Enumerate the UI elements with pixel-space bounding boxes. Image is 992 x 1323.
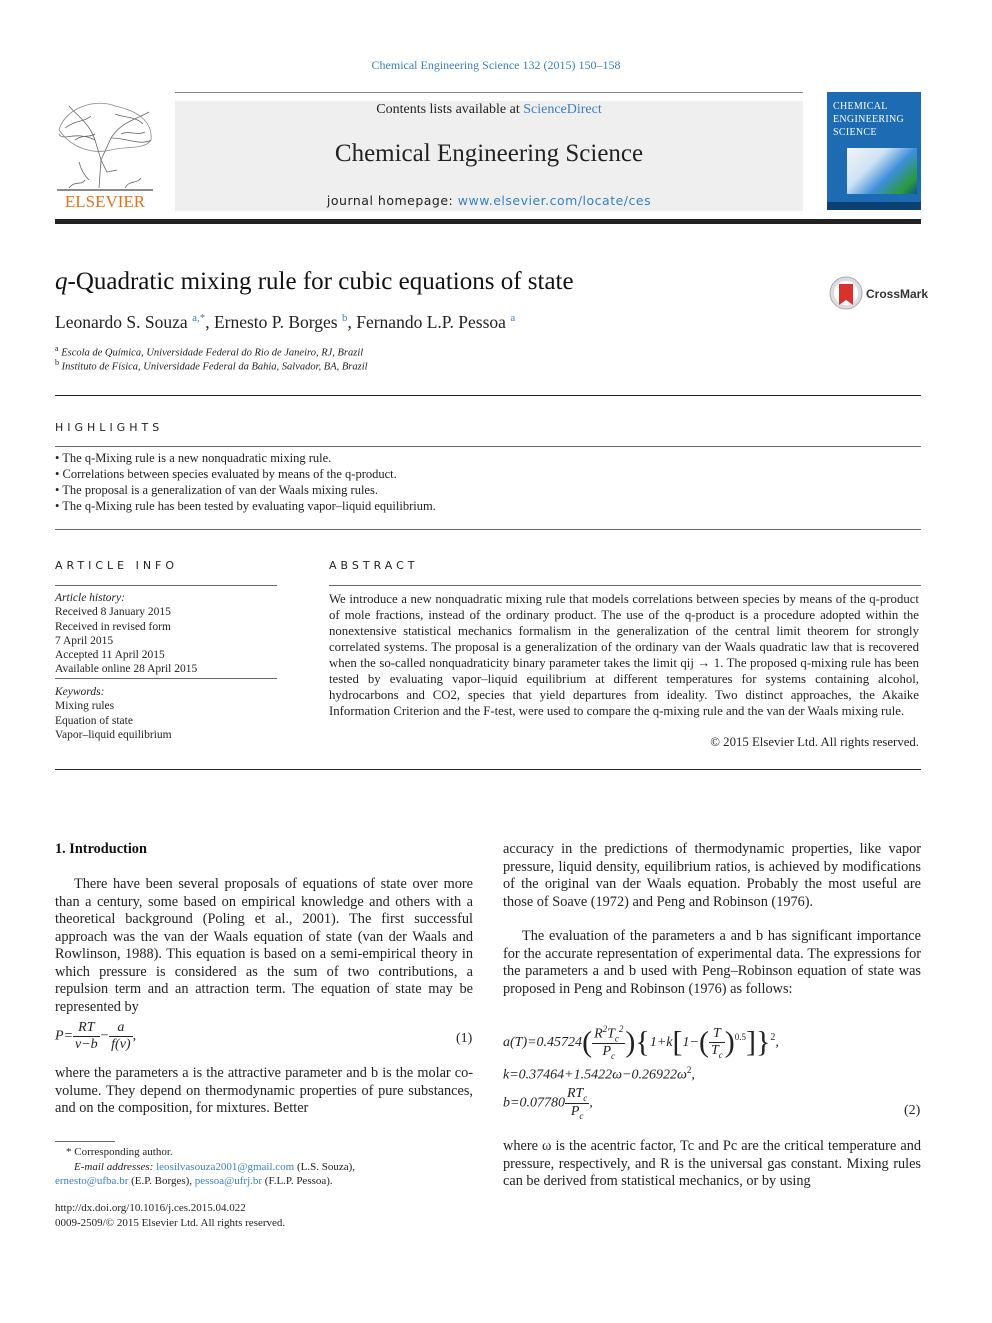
highlights-heading: HIGHLIGHTS [55,421,164,434]
highlight-item: • The proposal is a generalization of van der Waals mixing rules. [55,483,378,497]
journal-citation[interactable]: Chemical Engineering Science 132 (2015) 150–158 [371,58,621,72]
corresponding-author-note: * Corresponding author. [66,1146,173,1158]
doi-link[interactable]: http://dx.doi.org/10.1016/j.ces.2015.04.022 [55,1202,246,1214]
keywords-label: Keywords: [55,686,105,698]
cover-footer-band [827,202,921,210]
highlights-rule [55,446,921,447]
article-info-rule [55,585,277,586]
article-info-rule [55,678,277,679]
body-paragraph: The evaluation of the parameters a and b has significant importance for the accurate representation of experimental data. The expressions for the parameters a and b used with Peng–Robinson equation of state was proposed in Peng and Robinson (1976) as follows: [503,928,921,997]
title-variable: q [55,268,68,295]
sciencedirect-link[interactable]: ScienceDirect [523,102,602,117]
keyword: Mixing rules [55,700,115,713]
email-link[interactable]: ernesto@ufba.br [55,1175,129,1187]
history-entry: Received 8 January 2015 [55,606,171,619]
highlight-item: • The q-Mixing rule has been tested by evaluating vapor–liquid equilibrium. [55,499,436,513]
author-name[interactable]: Fernando L.P. Pessoa [356,312,506,332]
author-affil-mark[interactable]: a,* [192,312,206,325]
journal-cover[interactable] [827,92,921,210]
journal-title: Chemical Engineering Science [334,140,644,167]
homepage-prefix: journal homepage: [326,193,458,208]
author-name[interactable]: Ernesto P. Borges [213,312,338,332]
body-paragraph: where the parameters a is the attractive parameter and b is the molar co-volume. They depend on thermodynamic properties of pure substances, and on the composition, for mixtures. Better [55,1065,473,1116]
header-rule [175,92,803,93]
homepage-link[interactable]: www.elsevier.com/locate/ces [457,193,652,208]
email-line: E-mail addresses: leosilvasouza2001@gmail.com (L.S. Souza), [74,1161,356,1173]
author-affil-mark[interactable]: b [341,312,348,325]
equation-number: (2) [904,1103,921,1118]
affiliation: $^b$ Instituto de Física, Universidade Federal da Bahia, Salvador, BA, Brazil [55,358,368,373]
highlights-rule [55,529,921,530]
header-thick-rule [55,219,921,224]
cover-title: CHEMICAL ENGINEERING SCIENCE [833,101,905,138]
abstract-heading: ABSTRACT [329,559,419,572]
affiliation: $^a$ Escola de Química, Universidade Federal do Rio de Janeiro, RJ, Brazil [55,344,364,359]
highlight-item: • Correlations between species evaluated by means of the q-product. [55,467,397,481]
homepage-line [175,193,803,208]
body-paragraph: accuracy in the predictions of thermodynamic properties, like vapor pressure, liquid density, equilibrium ratios, is achieved by modifications of the original van der Waals equation. Probably the most useful are those of Soave (1972) and Peng and Robinson (1976). [503,841,921,910]
keyword: Equation of state [55,714,133,727]
author-affil-mark[interactable]: a [510,312,516,325]
history-entry: Accepted 11 April 2015 [55,649,165,662]
email-link[interactable]: leosilvasouza2001@gmail.com [156,1161,295,1173]
crossmark-label: CrossMark [866,287,928,301]
article-info-heading: ARTICLE INFO [55,559,179,572]
history-entry: Received in revised form [55,620,171,633]
highlight-item: • The q-Mixing rule is a new nonquadratic mixing rule. [55,451,332,465]
abstract-text: We introduce a new nonquadratic mixing rule that models correlations between species by means of the q-product of mole fractions, instead of the ordinary product. The use of the q-product is a procedure adopted within the nonextensive statistical mechanics formalism in the generalization of the central limit theorem for strongly correlated systems. The proposal is a generalization of the ordinary van der Waals quadratic law that is recovered when the so-called nonquadraticity binary parameter takes the limit qij → 1. The proposed q-mixing rule has been tested by evaluating vapor–liquid equilibrium at different temperatures for systems containing alcohol, hydrocarbons and CO2, species that yield departures from ideality. Two distinct approaches, the Akaike Information Criterion and the F-test, were used to compare the q-mixing rule and the van der Waals mixing rule. [329,592,919,718]
elsevier-logo[interactable] [55,100,155,212]
history-entry: 7 April 2015 [55,634,114,647]
history-entry: Available online 28 April 2015 [55,663,198,676]
article-history [55,591,277,677]
history-label: Article history: [55,592,125,604]
cover-image [847,148,917,194]
elsevier-wordmark: ELSEVIER [64,192,146,211]
section-heading: 1. Introduction [55,841,147,857]
keyword: Vapor–liquid equilibrium [55,728,172,741]
article-title [55,268,574,296]
author-name[interactable]: Leonardo S. Souza [55,312,188,332]
contents-line [175,102,803,118]
author-list: Leonardo S. Souza $^{a,*}$, Ernesto P. Borges $^b$, Fernando L.P. Pessoa $^a$ [55,312,516,332]
email-line: ernesto@ufba.br (E.P. Borges), pessoa@ufrj.br (F.L.P. Pessoa). [55,1175,333,1187]
email-link[interactable]: pessoa@ufrj.br [194,1175,263,1187]
section-divider [55,395,921,396]
body-paragraph: There have been several proposals of equations of state over more than a century, some based on empirical knowledge and others with a theoretical background (Poling et al., 2001). The first successful approach was the van der Waals equation of state (van der Waals and Rowlinson, 1988). This equation is based on a semi-empirical theory in which pressure is considered as the sum of two contributions, a repulsion term and an attraction term. The equation of state may be represented by [55,876,473,1015]
keywords [55,685,277,742]
title-text: -Quadratic mixing rule for cubic equations of state [67,268,574,295]
equation-2: a(T)=0.45724( $\frac{R^2T_c^2}{P_c}$ ){1+k[1−( $\frac{T}{T_c}$ )$^{0.5}$]}$^2$, $k=0.37464+1.5422\omega-0.26922\omega^2$, b=0.07780 $\frac{RT_c}{P_c}$ , [503,1024,779,1121]
section-divider [55,769,921,770]
crossmark-button[interactable] [828,275,928,311]
body-paragraph: where ω is the acentric factor, Tc and Pc are the critical temperature and pressure, respectively, and R is the universal gas constant. Mixing rules can be derived from statistical mechanics, or by using [503,1138,921,1189]
equation-number: (1) [456,1031,473,1046]
contents-prefix: Contents lists available at [376,102,524,117]
issn-line: 0009-2509/© 2015 Elsevier Ltd. All rights reserved. [55,1217,286,1229]
footnote-rule [55,1141,115,1142]
abstract-copyright: © 2015 Elsevier Ltd. All rights reserved. [710,735,919,749]
equation-1: P= $\frac{RT}{v-b}$ − $\frac{a}{f(v)}$ , [55,1020,137,1052]
abstract-rule [329,585,921,586]
